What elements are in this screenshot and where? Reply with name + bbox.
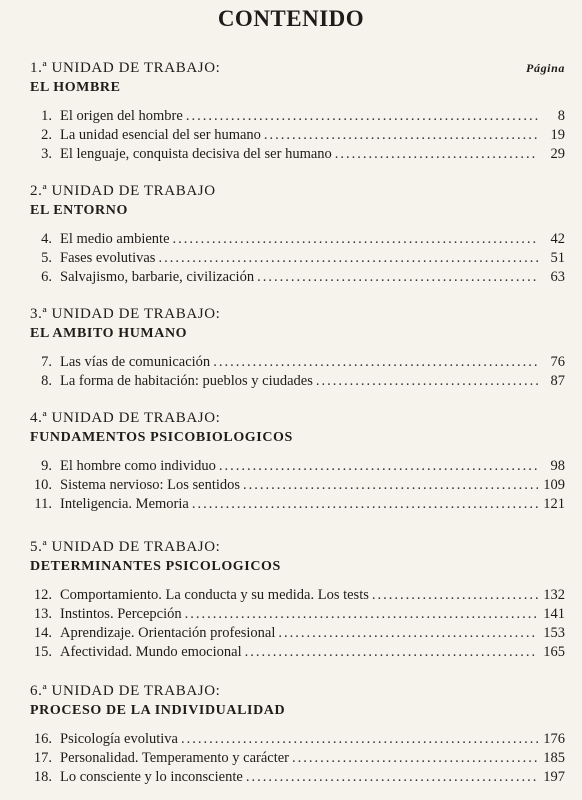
entry-number: 11.	[34, 496, 52, 512]
entry-page: 51	[550, 250, 565, 266]
unit-4	[30, 408, 565, 514]
item-list	[30, 107, 565, 164]
dot-leader	[264, 126, 538, 145]
dot-leader	[181, 730, 538, 749]
item-list	[30, 230, 565, 287]
entry-number: 10.	[33, 477, 52, 493]
dot-leader	[316, 372, 538, 391]
dot-leader	[257, 268, 538, 287]
unit-3	[30, 304, 565, 391]
dot-leader	[245, 643, 538, 662]
entry-number: 17.	[33, 750, 52, 766]
entry-page: 8	[557, 108, 565, 124]
dot-leader	[243, 476, 538, 495]
toc-entry	[30, 230, 565, 249]
entry-number: 1.	[41, 108, 52, 124]
entry-title: El lenguaje, conquista decisiva del ser humano	[60, 146, 332, 162]
item-list	[30, 457, 565, 514]
entry-title: Psicología evolutiva	[60, 731, 178, 747]
dot-leader	[335, 145, 538, 164]
unit-2	[30, 181, 565, 287]
toc-entry	[30, 249, 565, 268]
entry-title: Inteligencia. Memoria	[60, 496, 189, 512]
entry-title: Las vías de comunicación	[60, 354, 211, 370]
toc-entry	[30, 586, 565, 605]
toc-entry	[30, 730, 565, 749]
unit-1	[30, 58, 565, 164]
unit-subtitle: EL ENTORNO	[30, 203, 128, 218]
entry-page: 121	[543, 496, 565, 512]
entry-title: Aprendizaje. Orientación profesional	[60, 625, 276, 641]
toc-entry	[30, 643, 565, 662]
entry-page: 109	[543, 477, 565, 493]
toc-entry	[30, 624, 565, 643]
entry-page: 185	[543, 750, 565, 766]
unit-heading: 5.ª UNIDAD DE TRABAJO:	[30, 539, 221, 555]
toc-entry	[30, 372, 565, 391]
entry-page: 42	[550, 231, 565, 247]
unit-heading: 1.ª UNIDAD DE TRABAJO:	[30, 60, 221, 76]
entry-number: 14.	[33, 625, 52, 641]
entry-page: 165	[543, 644, 565, 660]
dot-leader	[278, 624, 538, 643]
dot-leader	[186, 107, 538, 126]
entry-number: 2.	[41, 127, 52, 143]
item-list	[30, 353, 565, 391]
dot-leader	[292, 749, 538, 768]
unit-heading: 4.ª UNIDAD DE TRABAJO:	[30, 410, 221, 426]
entry-title: La unidad esencial del ser humano	[60, 127, 261, 143]
unit-subtitle: EL AMBITO HUMANO	[30, 326, 188, 341]
entry-number: 7.	[41, 354, 52, 370]
unit-5	[30, 537, 565, 662]
toc-entry	[30, 476, 565, 495]
dot-leader	[192, 495, 538, 514]
entry-number: 12.	[33, 587, 52, 603]
item-list	[30, 730, 565, 787]
entry-page: 153	[543, 625, 565, 641]
toc-entry	[30, 145, 565, 164]
dot-leader	[185, 605, 538, 624]
entry-title: Fases evolutivas	[60, 250, 156, 266]
entry-page: 19	[550, 127, 565, 143]
entry-page: 87	[550, 373, 565, 389]
entry-title: Instintos. Percepción	[60, 606, 182, 622]
entry-title: Personalidad. Temperamento y carácter	[60, 750, 290, 766]
dot-leader	[372, 586, 538, 605]
entry-page: 197	[543, 769, 565, 785]
unit-subtitle: DETERMINANTES PSICOLOGICOS	[30, 559, 281, 574]
unit-subtitle: PROCESO DE LA INDIVIDUALIDAD	[30, 703, 286, 718]
dot-leader	[173, 230, 538, 249]
entry-page: 98	[550, 458, 565, 474]
toc-entry	[30, 768, 565, 787]
unit-subtitle: EL HOMBRE	[30, 80, 121, 95]
entry-number: 16.	[33, 731, 52, 747]
page-title: CONTENIDO	[217, 6, 365, 31]
unit-heading: 3.ª UNIDAD DE TRABAJO:	[30, 306, 221, 322]
unit-heading: 6.ª UNIDAD DE TRABAJO:	[30, 683, 221, 699]
toc-entry	[30, 126, 565, 145]
entry-page: 76	[550, 354, 565, 370]
entry-title: El origen del hombre	[60, 108, 183, 124]
entry-page: 29	[550, 146, 565, 162]
unit-heading: 2.ª UNIDAD DE TRABAJO	[30, 183, 216, 199]
entry-title: El medio ambiente	[60, 231, 170, 247]
entry-page: 132	[543, 587, 565, 603]
entry-title: La forma de habitación: pueblos y ciudades	[60, 373, 313, 389]
dot-leader	[246, 768, 538, 787]
entry-number: 6.	[41, 269, 52, 285]
toc-entry	[30, 268, 565, 287]
dot-leader	[219, 457, 538, 476]
toc-entry	[30, 353, 565, 372]
entry-title: El hombre como individuo	[60, 458, 216, 474]
toc-entry	[30, 749, 565, 768]
page-column-label: Página	[526, 61, 565, 75]
entry-title: Comportamiento. La conducta y su medida. Los tests	[60, 587, 369, 603]
toc-entry	[30, 457, 565, 476]
entry-title: Sistema nervioso: Los sentidos	[60, 477, 241, 493]
entry-number: 3.	[41, 146, 52, 162]
item-list	[30, 586, 565, 662]
entry-number: 4.	[41, 231, 52, 247]
entry-number: 5.	[41, 250, 52, 266]
entry-number: 8.	[41, 373, 52, 389]
unit-6	[30, 681, 565, 787]
entry-number: 18.	[33, 769, 52, 785]
entry-title: Afectividad. Mundo emocional	[60, 644, 242, 660]
dot-leader	[158, 249, 538, 268]
entry-page: 63	[550, 269, 565, 285]
entry-page: 176	[543, 731, 565, 747]
dot-leader	[213, 353, 538, 372]
entry-title: Lo consciente y lo inconsciente	[60, 769, 243, 785]
entry-number: 15.	[33, 644, 52, 660]
unit-subtitle: FUNDAMENTOS PSICOBIOLOGICOS	[30, 430, 293, 445]
entry-title: Salvajismo, barbarie, civilización	[60, 269, 255, 285]
toc-entry	[30, 605, 565, 624]
entry-number: 13.	[33, 606, 52, 622]
toc-entry	[30, 495, 565, 514]
entry-number: 9.	[41, 458, 52, 474]
toc-entry	[30, 107, 565, 126]
entry-page: 141	[543, 606, 565, 622]
